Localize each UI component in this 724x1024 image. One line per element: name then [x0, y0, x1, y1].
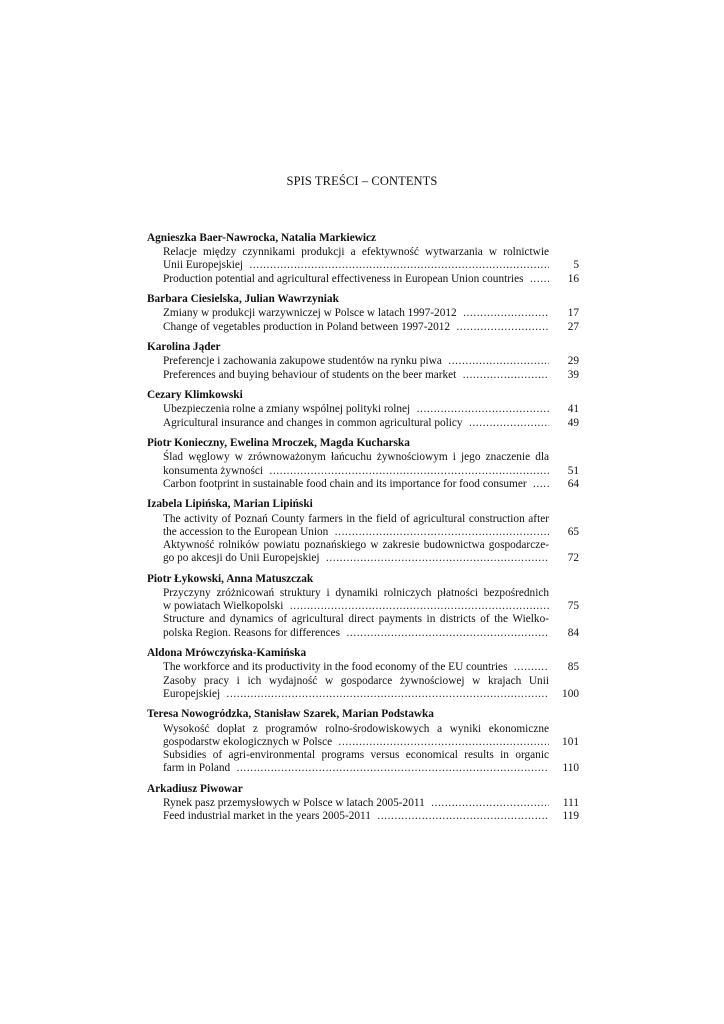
page-number: 75	[567, 600, 579, 613]
entry-title-text: farm in Poland	[163, 762, 233, 774]
entry-title-leader	[163, 369, 549, 382]
entry-title-text: Europejskiej	[163, 688, 223, 700]
page-number: 65	[567, 525, 579, 538]
page-number: 100	[562, 687, 579, 700]
entry-title-text: Agricultural insurance and changes in common agricultural policy	[163, 417, 466, 429]
toc-entry[interactable]	[147, 321, 579, 334]
entry-title-leader	[163, 600, 549, 613]
page-number: 111	[562, 796, 579, 809]
entry-title-leader	[163, 321, 549, 334]
toc-entry[interactable]	[147, 369, 579, 382]
toc-entry[interactable]	[147, 539, 579, 565]
entry-title-leader	[163, 478, 549, 491]
page-number: 64	[567, 477, 579, 490]
toc-section	[147, 498, 579, 565]
entry-title-leader	[163, 307, 549, 320]
entry-title-line: Przyczyny zróżnicowań struktury i dynamiki rolniczych płatności bezpośrednich	[163, 586, 549, 599]
page-number: 85	[567, 661, 579, 674]
toc-entry[interactable]	[147, 403, 579, 416]
toc-entry[interactable]	[147, 451, 579, 477]
section-authors: Arkadiusz Piwowar	[147, 782, 243, 795]
page-number: 27	[567, 320, 579, 333]
page-number: 29	[567, 355, 579, 368]
section-authors: Piotr Konieczny, Ewelina Mroczek, Magda Kucharska	[147, 437, 410, 450]
section-authors: Cezary Klimkowski	[147, 389, 243, 402]
entry-title-leader	[163, 797, 549, 810]
entry-title-leader	[163, 273, 549, 286]
entry-title-text: Feed industrial market in the years 2005-2011	[163, 810, 374, 822]
toc-section	[147, 708, 579, 775]
entry-title-text: Unii Europejskiej	[163, 259, 246, 271]
entry-title-text: the accession to the European Union	[163, 526, 331, 538]
entry-title-text: Preferencje i zachowania zakupowe studentów na rynku piwa	[163, 355, 445, 367]
section-authors: Barbara Ciesielska, Julian Wawrzyniak	[147, 293, 339, 306]
entry-title-leader	[163, 465, 549, 478]
toc-entry[interactable]	[147, 273, 579, 286]
section-authors: Agnieszka Baer-Nawrocka, Natalia Markiewicz	[147, 232, 377, 244]
toc-section	[147, 232, 579, 286]
toc-section	[147, 293, 579, 334]
toc-entry[interactable]	[147, 749, 579, 775]
toc-entry[interactable]	[147, 307, 579, 320]
entry-title-line: Zasoby pracy i ich wydajność w gospodarce żywnościowej w krajach Unii	[163, 674, 549, 687]
entry-title-line: Subsidies of agri-environmental programs versus economical results in organic	[163, 748, 549, 761]
entry-title-line: Structure and dynamics of agricultural direct payments in districts of the Wielko-	[163, 613, 549, 626]
toc-entry[interactable]	[147, 587, 579, 613]
section-authors: Piotr Łykowski, Anna Matuszczak	[147, 572, 314, 585]
entry-title-leader	[163, 259, 549, 272]
page-number: 72	[567, 552, 579, 565]
toc-section	[147, 783, 579, 824]
entry-title-text: The workforce and its productivity in the food economy of the EU countries	[163, 661, 510, 673]
section-authors: Aldona Mrówczyńska-Kamińska	[147, 647, 307, 660]
section-authors: Izabela Lipińska, Marian Lipiński	[147, 498, 313, 511]
toc-entry[interactable]	[147, 723, 579, 749]
toc-entry[interactable]	[147, 613, 579, 639]
entry-title-text: Zmiany w produkcji warzywniczej w Polsce w latach 1997-2012	[163, 307, 460, 319]
entry-title-line: The activity of Poznań County farmers in the field of agricultural construction after	[163, 512, 549, 525]
page-title: SPIS TREŚCI – CONTENTS	[286, 174, 438, 188]
page-number: 16	[567, 272, 579, 285]
page-number: 39	[567, 368, 579, 381]
entry-title-leader	[163, 417, 549, 430]
entry-title-text: Carbon footprint in sustainable food chain and its importance for food consumer	[163, 478, 530, 490]
toc-section	[147, 341, 579, 382]
page-number: 17	[567, 307, 579, 320]
entry-title-leader	[163, 526, 549, 539]
page-number: 41	[567, 403, 579, 416]
toc-entry[interactable]	[147, 797, 579, 810]
entry-title-text: go po akcesji do Unii Europejskiej	[163, 552, 323, 564]
page-number: 49	[567, 416, 579, 429]
toc-section	[147, 437, 579, 491]
toc-entry[interactable]	[147, 417, 579, 430]
toc-entry[interactable]	[147, 246, 579, 272]
entry-title-text: polska Region. Reasons for differences	[163, 627, 343, 639]
toc-section	[147, 573, 579, 640]
entry-title-leader	[163, 762, 549, 775]
toc-section	[147, 389, 579, 430]
section-authors: Teresa Nowogródzka, Stanisław Szarek, Marian Podstawka	[147, 708, 434, 721]
entry-title-leader	[163, 355, 549, 368]
toc-entry[interactable]	[147, 810, 579, 823]
entry-title-line: Ślad węglowy w zrównoważonym łańcuchu żywnościowym i jego znaczenie dla	[163, 451, 549, 464]
entry-title-text: w powiatach Wielkopolski	[163, 600, 286, 612]
toc-section	[147, 647, 579, 701]
section-authors: Karolina Jąder	[147, 341, 221, 354]
entry-title-leader	[163, 688, 549, 701]
page-number: 101	[562, 735, 579, 748]
entry-title-text: Change of vegetables production in Poland between 1997-2012	[163, 321, 453, 333]
toc-entry[interactable]	[147, 675, 579, 701]
entry-title-text: Rynek pasz przemysłowych w Polsce w latach 2005-2011	[163, 797, 428, 809]
entry-title-leader	[163, 552, 549, 565]
entry-title-text: Ubezpieczenia rolne a zmiany wspólnej polityki rolnej	[163, 403, 413, 415]
entry-title-line: Relacje między czynnikami produkcji a efektywność wytwarzania w rolnictwie	[163, 246, 549, 259]
entry-title-leader	[163, 661, 549, 674]
toc-entry[interactable]	[147, 513, 579, 539]
page-number: 5	[573, 259, 579, 272]
entry-title-leader	[163, 403, 549, 416]
toc-entry[interactable]	[147, 661, 579, 674]
entry-title-text: gospodarstw ekologicznych w Polsce	[163, 736, 335, 748]
entry-title-line: Wysokość dopłat z programów rolno-środowiskowych a wyniki ekonomiczne	[163, 722, 549, 735]
entry-title-line: Aktywność rolników powiatu poznańskiego w zakresie budownictwa gospodarcze-	[163, 538, 549, 551]
page-number: 51	[567, 464, 579, 477]
entry-title-leader	[163, 810, 549, 823]
page-number: 84	[567, 626, 579, 639]
entry-title-text: Production potential and agricultural effectiveness in European Union countries	[163, 273, 527, 285]
page-number: 119	[562, 810, 579, 823]
toc-entry[interactable]	[147, 478, 579, 491]
entry-title-leader	[163, 627, 549, 640]
page-number: 110	[562, 762, 579, 775]
table-of-contents	[147, 232, 579, 831]
entry-title-leader	[163, 736, 549, 749]
toc-entry[interactable]	[147, 355, 579, 368]
entry-title-text: konsumenta żywności	[163, 465, 266, 477]
entry-title-text: Preferences and buying behaviour of students on the beer market	[163, 369, 459, 381]
